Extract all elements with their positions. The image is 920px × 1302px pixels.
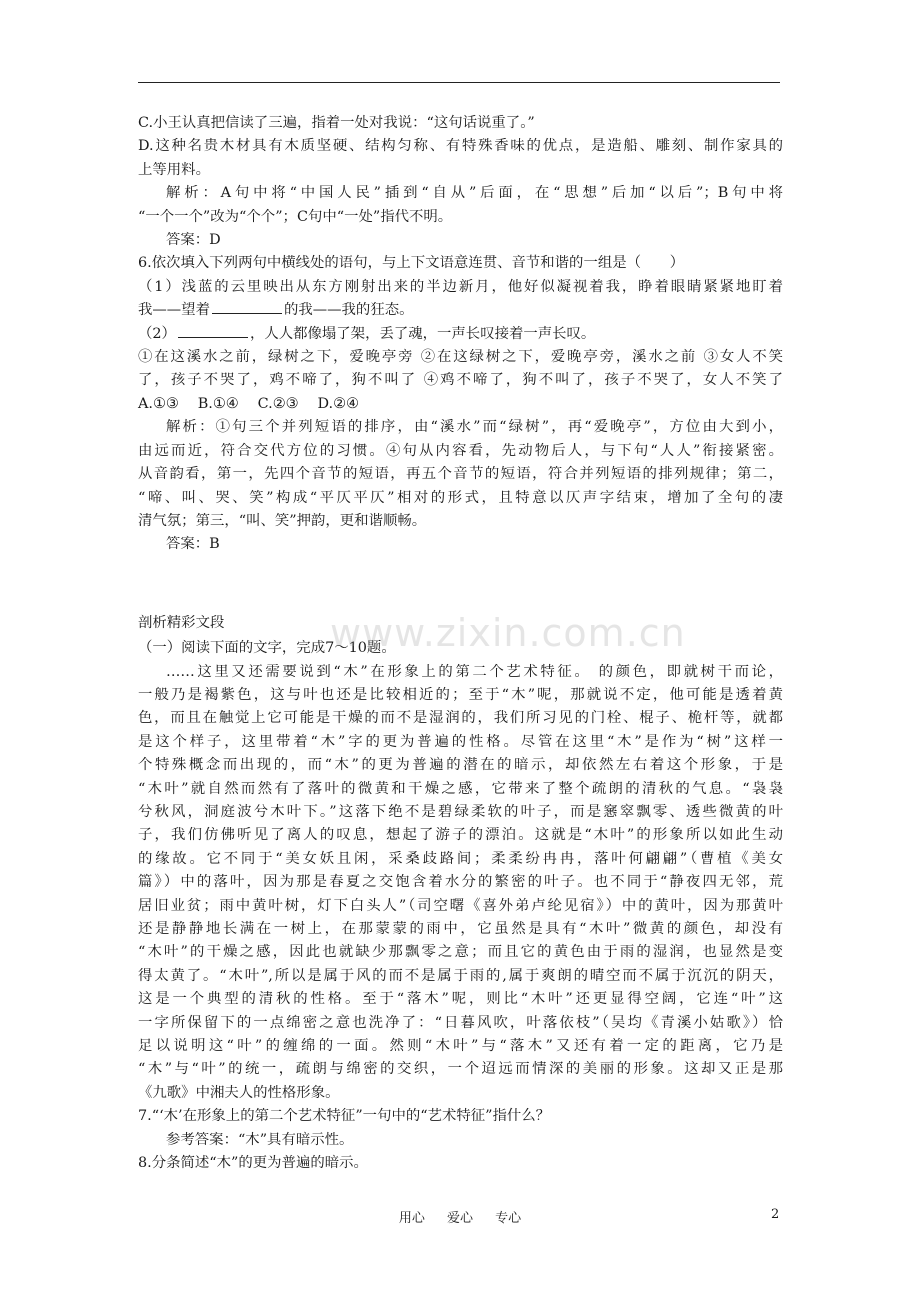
- question-6-sentence-1b: [138, 299, 783, 322]
- section-title: 剖析精彩文段: [138, 614, 225, 631]
- passage-line-7: 兮秋风，洞庭波兮木叶下。”这落下绝不是碧绿柔软的叶子，而是窸窣飘零、透些微黄的叶: [138, 803, 783, 820]
- reading-intro: （一）阅读下面的文字，完成7～10题。: [138, 640, 396, 657]
- watermark: www.zixin.com.cn: [330, 611, 686, 655]
- passage-line-1: ……这里又还需要说到“木”在形象上的第二个艺术特征。 的颜色，即就树干而论，: [166, 663, 783, 680]
- question-6-sentence-1a: （1）浅蓝的云里映出从东方刚射出来的半边新月，他好似凝视着我，睁着眼睛紧紧地盯着: [138, 278, 783, 295]
- passage-line-2: 一般乃是褐紫色，这与叶也还是比较相近的；至于“木”呢，那就说不定，他可能是透着黄: [138, 686, 783, 703]
- option-c: C.小王认真把信读了三遍，指着一处对我说：“这句话说重了。”: [138, 115, 535, 131]
- passage-line-8: 子，我们仿佛听见了离人的叹息，想起了游子的漂泊。这就是“木叶”的形象所以如此生动: [138, 827, 783, 844]
- answer-7: 参考答案：“木”具有暗示性。: [166, 1131, 354, 1148]
- analysis-6-line-2: 由远而近，符合交代方位的习惯。④句从内容看，先动物后人，与下句“人人”衔接紧密。: [138, 442, 783, 459]
- analysis-6-line-5: 清气氛；第三，“叫、笑”押韵，更和谐顺畅。: [138, 512, 427, 529]
- question-6-options-2: 了，孩子不哭了，鸡不啼了，狗不叫了 ④鸡不啼了，狗不叫了，孩子不哭了，女人不笑了: [138, 372, 783, 389]
- passage-line-12: 还是静静地长满在一树上，在那蒙蒙的雨中，它虽然是具有“木叶”微黄的颜色，却没有: [138, 921, 783, 937]
- passage-line-9: 的缘故。它不同于“美女妖且闲，采桑歧路间；柔柔纷冉冉，落叶何翩翩”（曹植《美女: [138, 850, 783, 867]
- passage-line-4: 是这个样子，这里带着“木”字的更为普遍的性格。尽管在这里“木”是作为“树”这样一: [138, 733, 783, 750]
- question-6-choices: A.①③ B.①④ C.②③ D.②④: [138, 395, 359, 412]
- analysis-6-line-1: 解析：①句三个并列短语的排序，由“溪水”而“绿树”，再“爱晚亭”，方位由大到小，: [166, 419, 783, 436]
- sentence-1b-prefix: 我——望着: [138, 302, 210, 319]
- passage-line-19: 《九歌》中湘夫人的性格形象。: [138, 1084, 340, 1101]
- passage-line-5: 个特殊概念而出现的，而“木”的更为普遍的潜在的暗示，却依然左右着这个形象，于是: [138, 757, 783, 774]
- page-number: 2: [771, 1207, 780, 1222]
- option-d-line-1: D.这种名贵木材具有木质坚硬、结构匀称、有特殊香味的优点，是造船、雕刻、制作家具的: [138, 138, 783, 155]
- passage-line-17: 足以说明这“叶”的缠绵的一面。然则“木叶”与“落木”又还有着一定的距离，它乃是: [138, 1038, 783, 1055]
- analysis-6-line-4: “啼、叫、哭、笑”构成“平仄平仄”相对的形式，且特意以仄声字结束，增加了全句的凄: [138, 489, 783, 506]
- sentence-2-prefix: （2）: [138, 325, 176, 342]
- question-6-sentence-2: [138, 323, 783, 346]
- header-rule: [138, 82, 780, 83]
- question-7: 7.“‘木’在形象上的第二个艺术特征”一句中的“艺术特征”指什么？: [138, 1108, 551, 1125]
- passage-line-3: 色，而且在触觉上它可能是干燥的而不是湿润的，我们所习见的门栓、棍子、桅杆等，就都: [138, 710, 783, 727]
- option-d-line-2: 上等用料。: [138, 161, 210, 178]
- sentence-1b-suffix: 的我——我的狂态。: [283, 302, 414, 319]
- question-6-options-1: ①在这溪水之前，绿树之下，爱晚亭旁 ②在这绿树之下，爱晚亭旁，溪水之前 ③女人不笑: [138, 349, 783, 366]
- passage-line-13: “木叶”的干燥之感，因此也就缺少那飘零之意；而且它的黄色由于雨的湿润，也显然是变: [138, 944, 783, 961]
- fill-blank-1: [212, 299, 282, 314]
- answer-6: 答案：B: [166, 536, 220, 553]
- fill-blank-2: [178, 323, 248, 338]
- analysis-5-line-1: 解析：A句中将“中国人民”插到“自从”后面，在“思想”后加“以后”；B句中将: [166, 185, 783, 202]
- passage-line-11: 居旧业贫；雨中黄叶树，灯下白头人”（司空曙《喜外弟卢纶见宿》）中的黄叶，因为那黄叶: [138, 897, 783, 914]
- footer-motto: 用心 爱心 专心: [398, 1211, 522, 1226]
- sentence-2-suffix: ，人人都像塌了架，丢了魂，一声长叹接着一声长叹。: [249, 325, 596, 342]
- passage-line-14: 得太黄了。“木叶”,所以是属于风的而不是属于雨的,属于爽朗的晴空而不属于沉沉的阴天，: [138, 967, 783, 984]
- document-body: [138, 112, 783, 1175]
- analysis-5-line-2: “一个一个”改为“个个”；C句中“一处”指代不明。: [138, 208, 453, 225]
- answer-5: 答案：D: [166, 232, 221, 249]
- question-6: 6.依次填入下列两句中横线处的语句，与上下文语意连贯、音节和谐的一组是（ ）: [138, 255, 685, 272]
- analysis-6-line-3: 从音韵看，第一，先四个音节的短语，再五个音节的短语，符合并列短语的排列规律；第二，: [138, 466, 783, 483]
- question-8: 8.分条简述“木”的更为普遍的暗示。: [138, 1155, 368, 1172]
- passage-line-18: “木”与“叶”的统一，疏朗与绵密的交织，一个迢远而情深的美丽的形象。这却又正是那: [138, 1061, 783, 1078]
- passage-line-10: 篇》）中的落叶，因为那是春夏之交饱含着水分的繁密的叶子。也不同于“静夜四无邻，荒: [138, 874, 783, 891]
- passage-line-16: 一字所保留下的一点绵密之意也洗净了：“日暮风吹，叶落依枝”（吴均《青溪小姑歌》）恰: [138, 1014, 783, 1031]
- passage-line-6: “木叶”就自然而然有了落叶的微黄和干燥之感，它带来了整个疏朗的清秋的气息。“袅袅: [138, 780, 783, 797]
- passage-line-15: 这是一个典型的清秋的性格。至于“落木”呢，则比“木叶”还更显得空阔，它连“叶”这: [138, 991, 783, 1008]
